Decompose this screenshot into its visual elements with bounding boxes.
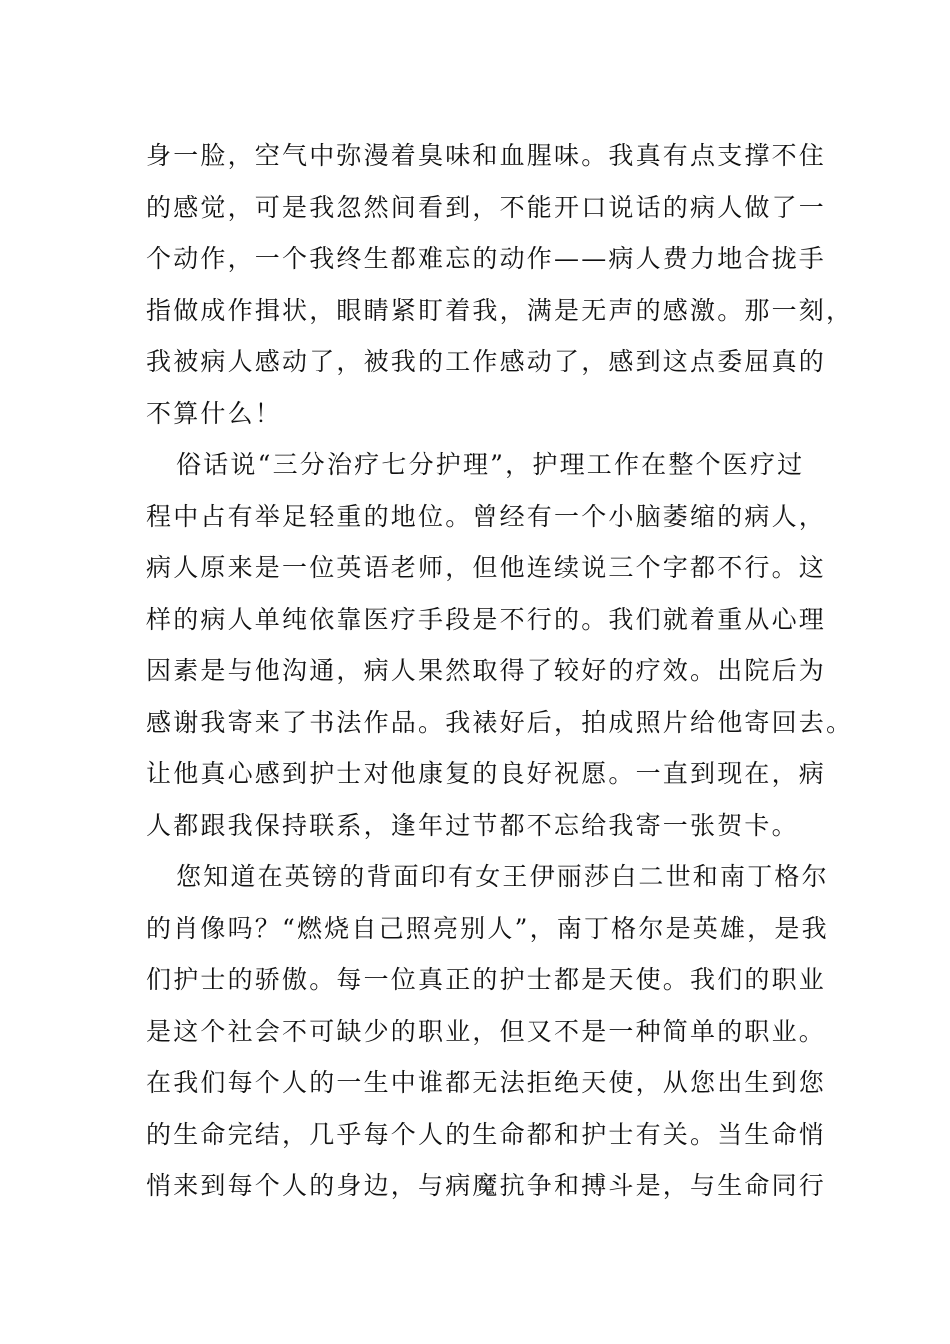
text-line: 程中占有举足轻重的地位。曾经有一个小脑萎缩的病人，: [146, 501, 827, 531]
text-line: 不算什么！: [146, 398, 283, 428]
paragraph-3: [146, 851, 829, 1212]
text-line: 的感觉，可是我忽然间看到，不能开口说话的病人做了一: [146, 192, 827, 222]
text-line: 病人原来是一位英语老师，但他连续说三个字都不行。这: [146, 553, 827, 582]
text-line: 身一脸，空气中弥漫着臭味和血腥味。我真有点支撑不住: [146, 141, 827, 170]
text-line: 您知道在英镑的背面印有女王伊丽莎白二世和南丁格尔: [176, 862, 829, 891]
text-line: 我被病人感动了，被我的工作感动了，感到这点委屈真的: [146, 347, 827, 376]
text-line: 们护士的骄傲。每一位真正的护士都是天使。我们的职业: [146, 965, 827, 994]
document-body: [146, 130, 854, 1212]
text-line: 悄来到每个人的身边，与病魔抗争和搏斗是，与生命同行: [146, 1171, 827, 1200]
text-line: 人都跟我保持联系，逢年过节都不忘给我寄一张贺卡。: [146, 810, 799, 840]
paragraph-2: [146, 439, 854, 851]
text-line: 让他真心感到护士对他康复的良好祝愿。一直到现在，病: [146, 759, 827, 788]
text-line: 俗话说“三分治疗七分护理”，护理工作在整个医疗过: [176, 450, 805, 479]
text-line: 指做成作揖状，眼睛紧盯着我，满是无声的感激。那一刻，: [146, 295, 854, 325]
text-line: 因素是与他沟通，病人果然取得了较好的疗效。出院后为: [146, 656, 827, 685]
text-line: 是这个社会不可缺少的职业，但又不是一种简单的职业。: [146, 1016, 827, 1046]
text-line: 的生命完结，几乎每个人的生命都和护士有关。当生命悄: [146, 1119, 827, 1149]
paragraph-1: [146, 130, 854, 439]
text-line: 样的病人单纯依靠医疗手段是不行的。我们就着重从心理: [146, 604, 827, 634]
text-line: 个动作，一个我终生都难忘的动作——病人费力地合拢手: [146, 244, 827, 273]
text-line: 的肖像吗？“燃烧自己照亮别人”，南丁格尔是英雄，是我: [146, 913, 829, 943]
text-line: 感谢我寄来了书法作品。我裱好后，拍成照片给他寄回去。: [146, 707, 854, 737]
text-line: 在我们每个人的一生中谁都无法拒绝天使，从您出生到您: [146, 1068, 827, 1097]
